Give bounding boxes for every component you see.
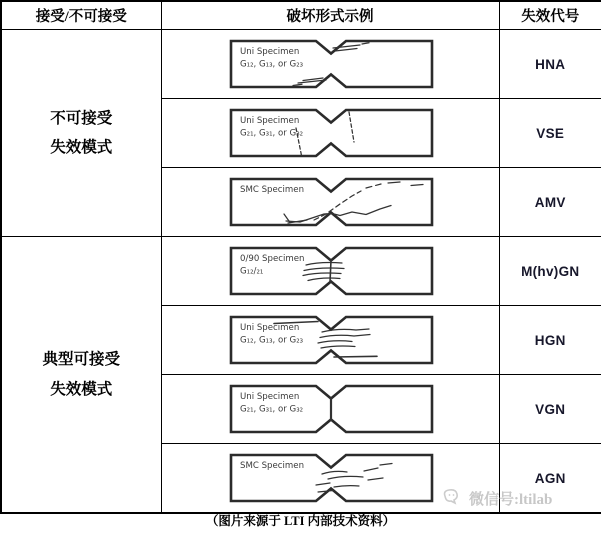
header-acceptability: 接受/不可接受 [1,1,161,30]
specimen-label: Uni Specimen [239,116,299,126]
specimen-label: Uni Specimen [239,47,299,57]
header-failure-example: 破坏形式示例 [161,1,499,30]
specimen-cell [161,30,499,99]
specimen-label: G₁₂, G₁₃, or G₂₃ [239,59,303,70]
table-body [1,30,601,514]
failure-code: AGN [499,444,601,514]
specimen-cell [161,375,499,444]
specimen-label: G₁₂/₂₁ [239,266,263,277]
wechat-icon [441,486,465,510]
group-label [1,30,161,237]
failure-code: HNA [499,30,601,99]
specimen-label: SMC Specimen [239,461,304,471]
group-label-line: 失效模式 [50,380,113,398]
specimen-label: Uni Specimen [239,392,299,402]
specimen-label: G₁₂, G₁₃, or G₂₃ [239,335,303,346]
group-label [1,237,161,514]
header-failure-code: 失效代号 [499,1,601,30]
specimen-diagram [228,452,435,504]
group-label-line: 不可接受 [50,109,113,127]
specimen-diagram [228,38,435,90]
failure-code: HGN [499,306,601,375]
watermark [441,486,552,510]
specimen-label: G₂₁, G₃₁, or G₃₂ [239,404,303,415]
table-row [1,30,601,99]
specimen-label: G₂₁, G₃₁, or G₃₂ [239,128,303,139]
table-header-row [1,1,601,30]
specimen-diagram [228,107,435,159]
specimen-diagram [228,383,435,435]
failure-code: VSE [499,99,601,168]
table-row [1,237,601,306]
caption: （图片来源于 LTI 内部技术资料） [205,514,396,528]
specimen-cell [161,168,499,237]
specimen-label: SMC Specimen [239,185,304,195]
group-label-line: 典型可接受 [42,351,120,369]
failure-code: VGN [499,375,601,444]
failure-code: M(hv)GN [499,237,601,306]
watermark-text: 微信号:ltilab [469,491,553,508]
specimen-label: 0/90 Specimen [239,254,304,264]
group-label-line: 失效模式 [50,139,113,156]
specimen-cell [161,99,499,168]
failure-code: AMV [499,168,601,237]
specimen-cell [161,237,499,306]
specimen-diagram [228,176,435,228]
specimen-diagram [228,314,435,366]
specimen-label: Uni Specimen [239,323,299,333]
specimen-diagram [228,245,435,297]
specimen-cell [161,306,499,375]
